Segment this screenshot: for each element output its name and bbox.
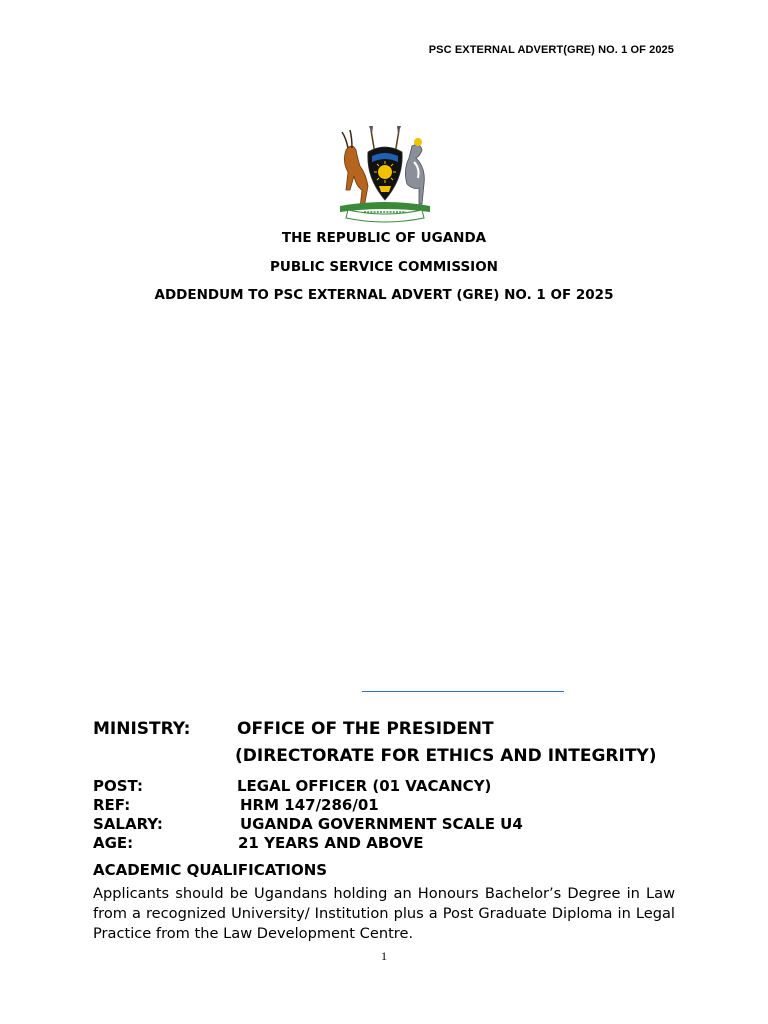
post-value: LEGAL OFFICER (01 VACANCY) [237, 777, 492, 795]
directorate-value: (DIRECTORATE FOR ETHICS AND INTEGRITY) [235, 746, 657, 766]
ministry-value: OFFICE OF THE PRESIDENT [237, 719, 494, 739]
coat-of-arms-icon [334, 126, 436, 224]
link-underline [362, 691, 564, 692]
ref-label: REF: [93, 796, 131, 814]
ref-value: HRM 147/286/01 [240, 796, 379, 814]
academic-qualifications-heading: ACADEMIC QUALIFICATIONS [93, 861, 328, 879]
age-value: 21 YEARS AND ABOVE [238, 834, 424, 852]
salary-value: UGANDA GOVERNMENT SCALE U4 [240, 815, 523, 833]
republic-title: THE REPUBLIC OF UGANDA [281, 230, 487, 246]
salary-label: SALARY: [93, 815, 163, 833]
advert-reference-header: PSC EXTERNAL ADVERT(GRE) NO. 1 OF 2025 [428, 44, 674, 56]
addendum-title: ADDENDUM TO PSC EXTERNAL ADVERT (GRE) NO. 1 OF 2025 [154, 287, 614, 303]
age-label: AGE: [93, 834, 134, 852]
academic-qualifications-text: Applicants should be Ugandans holding an Honours Bachelor’s Degree in Law from a recognized University/ Institution plus a Post Graduate Diploma in Legal Practice from the Law Development Centre. [93, 885, 675, 942]
page-number: 1 [381, 949, 387, 963]
commission-title: PUBLIC SERVICE COMMISSION [270, 259, 498, 275]
ministry-label: MINISTRY: [93, 719, 191, 739]
post-label: POST: [93, 777, 143, 795]
